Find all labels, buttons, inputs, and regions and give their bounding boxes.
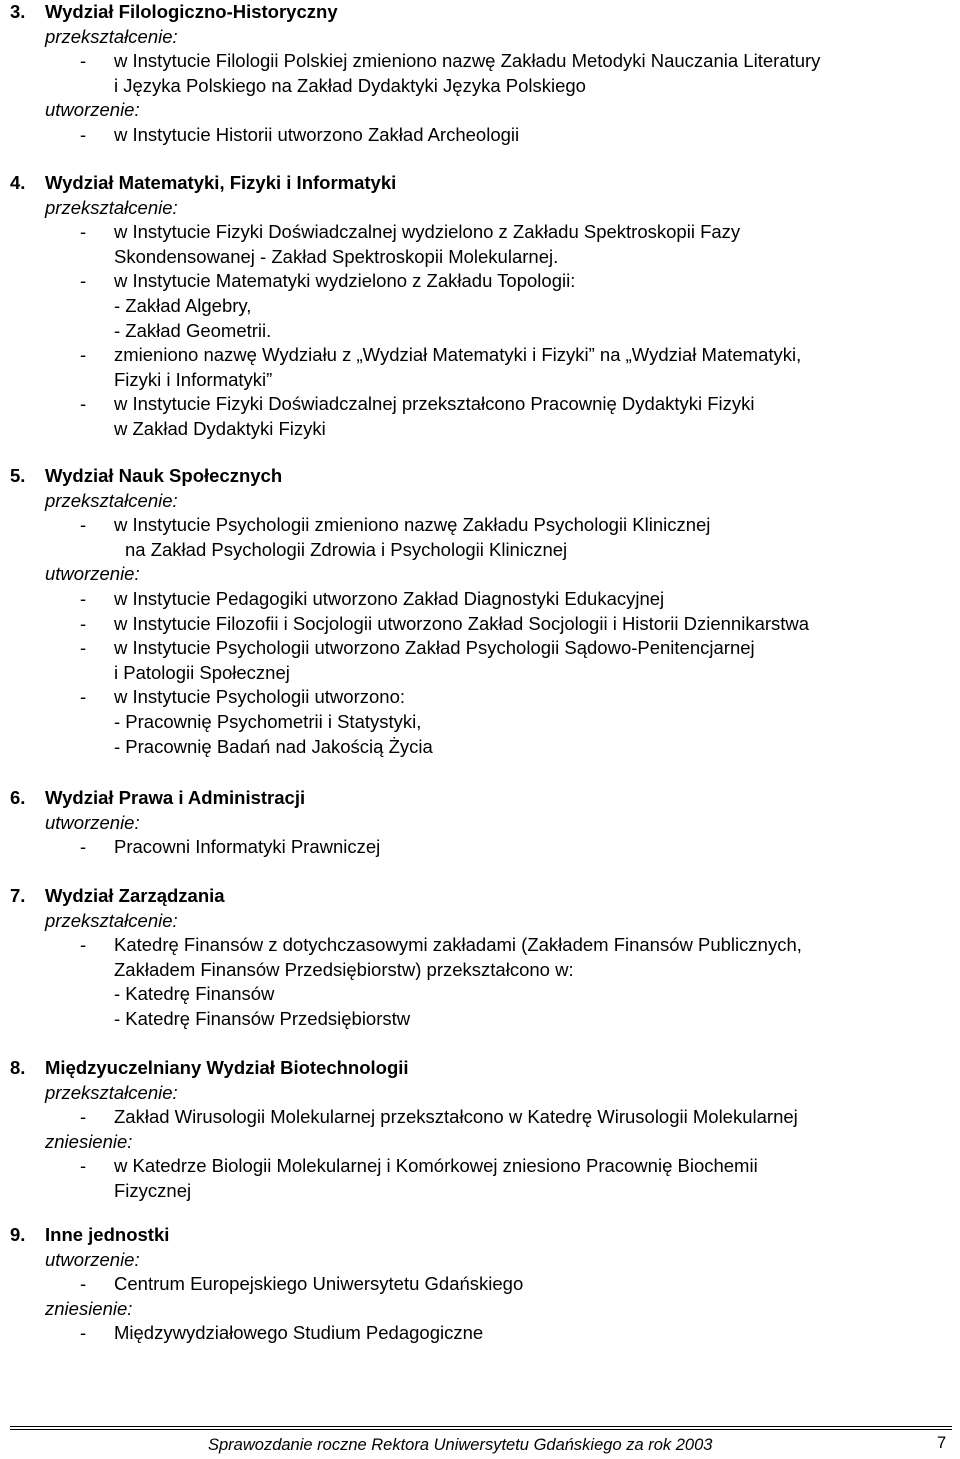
page-number: 7 — [937, 1434, 947, 1452]
list-item: - zmieniono nazwę Wydziału z „Wydział Matematyki i Fizyki” na „Wydział Matematyki, — [80, 344, 802, 366]
section-5 — [10, 464, 945, 759]
section-title: Międzyuczelniany Wydział Biotechnologii — [45, 1057, 409, 1078]
list-item: - w Instytucie Psychologii utworzono Zakład Psychologii Sądowo-Penitencjarnej — [80, 637, 755, 659]
change-label: zniesienie: — [45, 1130, 133, 1152]
list-item-continuation: - Zakład Algebry, — [114, 294, 252, 316]
footer-text: Sprawozdanie roczne Rektora Uniwersytetu Gdańskiego za rok 2003 — [208, 1436, 713, 1454]
section-title: Wydział Zarządzania — [45, 885, 225, 906]
list-item: - w Instytucie Pedagogiki utworzono Zakład Diagnostyki Edukacyjnej — [80, 587, 665, 609]
list-item-continuation: w Zakład Dydaktyki Fizyki — [114, 417, 326, 439]
list-item-continuation: - Pracownię Badań nad Jakością Życia — [114, 735, 433, 757]
list-item-continuation: - Katedrę Finansów — [114, 983, 275, 1005]
change-label: utworzenie: — [45, 99, 140, 121]
section-heading — [10, 0, 945, 25]
section-number: 9. — [10, 1224, 26, 1245]
list-item: - w Instytucie Historii utworzono Zakład Archeologii — [80, 123, 520, 145]
section-3 — [10, 0, 945, 148]
section-heading — [10, 786, 945, 811]
section-number: 8. — [10, 1057, 26, 1078]
list-item-continuation: na Zakład Psychologii Zdrowia i Psychologii Klinicznej — [125, 538, 568, 560]
section-4 — [10, 171, 945, 442]
list-item: - Zakład Wirusologii Molekularnej przekształcono w Katedrę Wirusologii Molekularnej — [80, 1106, 798, 1128]
change-label: utworzenie: — [45, 1248, 140, 1270]
section-8 — [10, 1056, 945, 1204]
change-label: przekształcenie: — [45, 25, 178, 47]
section-title: Wydział Prawa i Administracji — [45, 787, 306, 808]
section-9 — [10, 1223, 945, 1346]
list-item: - Centrum Europejskiego Uniwersytetu Gdańskiego — [80, 1273, 524, 1295]
change-label: zniesienie: — [45, 1297, 133, 1319]
list-item: - w Instytucie Psychologii utworzono: — [80, 686, 405, 708]
list-item-continuation: Fizycznej — [114, 1179, 192, 1201]
list-item: - w Instytucie Filozofii i Socjologii utworzono Zakład Socjologii i Historii Dziennikarstwa — [80, 612, 810, 634]
list-item: - Pracowni Informatyki Prawniczej — [80, 836, 381, 858]
change-label: przekształcenie: — [45, 909, 178, 931]
section-heading — [10, 464, 945, 489]
change-label: przekształcenie: — [45, 196, 178, 218]
change-label: utworzenie: — [45, 811, 140, 833]
change-label: utworzenie: — [45, 563, 140, 585]
list-item-continuation: Zakładem Finansów Przedsiębiorstw) przekształcono w: — [114, 958, 574, 980]
list-item: - w Instytucie Psychologii zmieniono nazwę Zakładu Psychologii Klinicznej — [80, 514, 711, 536]
footer-rule — [10, 1426, 952, 1427]
list-item: - w Katedrze Biologii Molekularnej i Komórkowej zniesiono Pracownię Biochemii — [80, 1155, 758, 1177]
list-item: - w Instytucie Fizyki Doświadczalnej wydzielono z Zakładu Spektroskopii Fazy — [80, 221, 741, 243]
section-heading — [10, 1056, 945, 1081]
section-title: Inne jednostki — [45, 1224, 170, 1245]
list-item: - w Instytucie Matematyki wydzielono z Zakładu Topologii: — [80, 270, 576, 292]
list-item-continuation: - Pracownię Psychometrii i Statystyki, — [114, 710, 422, 732]
change-label: przekształcenie: — [45, 1081, 178, 1103]
section-number: 4. — [10, 172, 26, 193]
section-6 — [10, 786, 945, 860]
list-item-continuation: i Patologii Społecznej — [114, 661, 290, 683]
list-item-continuation: - Zakład Geometrii. — [114, 319, 272, 341]
section-title: Wydział Nauk Społecznych — [45, 465, 283, 486]
section-number: 7. — [10, 885, 26, 906]
list-item-continuation: i Języka Polskiego na Zakład Dydaktyki Języka Polskiego — [114, 74, 586, 96]
list-item: - Międzywydziałowego Studium Pedagogiczne — [80, 1322, 484, 1344]
list-item-continuation: Fizyki i Informatyki” — [114, 368, 273, 390]
section-title: Wydział Filologiczno-Historyczny — [45, 1, 338, 22]
list-item: - w Instytucie Fizyki Doświadczalnej przekształcono Pracownię Dydaktyki Fizyki — [80, 393, 755, 415]
section-heading — [10, 171, 945, 196]
section-number: 6. — [10, 787, 26, 808]
section-7 — [10, 884, 945, 1032]
list-item-continuation: - Katedrę Finansów Przedsiębiorstw — [114, 1007, 411, 1029]
section-heading — [10, 1223, 945, 1248]
section-title: Wydział Matematyki, Fizyki i Informatyki — [45, 172, 397, 193]
list-item: - Katedrę Finansów z dotychczasowymi zakładami (Zakładem Finansów Publicznych, — [80, 934, 802, 956]
section-number: 3. — [10, 1, 26, 22]
list-item-continuation: Skondensowanej - Zakład Spektroskopii Molekularnej. — [114, 245, 559, 267]
section-heading — [10, 884, 945, 909]
section-number: 5. — [10, 465, 26, 486]
footer-rule — [10, 1429, 952, 1430]
change-label: przekształcenie: — [45, 489, 178, 511]
list-item: - w Instytucie Filologii Polskiej zmieniono nazwę Zakładu Metodyki Nauczania Literatury — [80, 50, 821, 72]
